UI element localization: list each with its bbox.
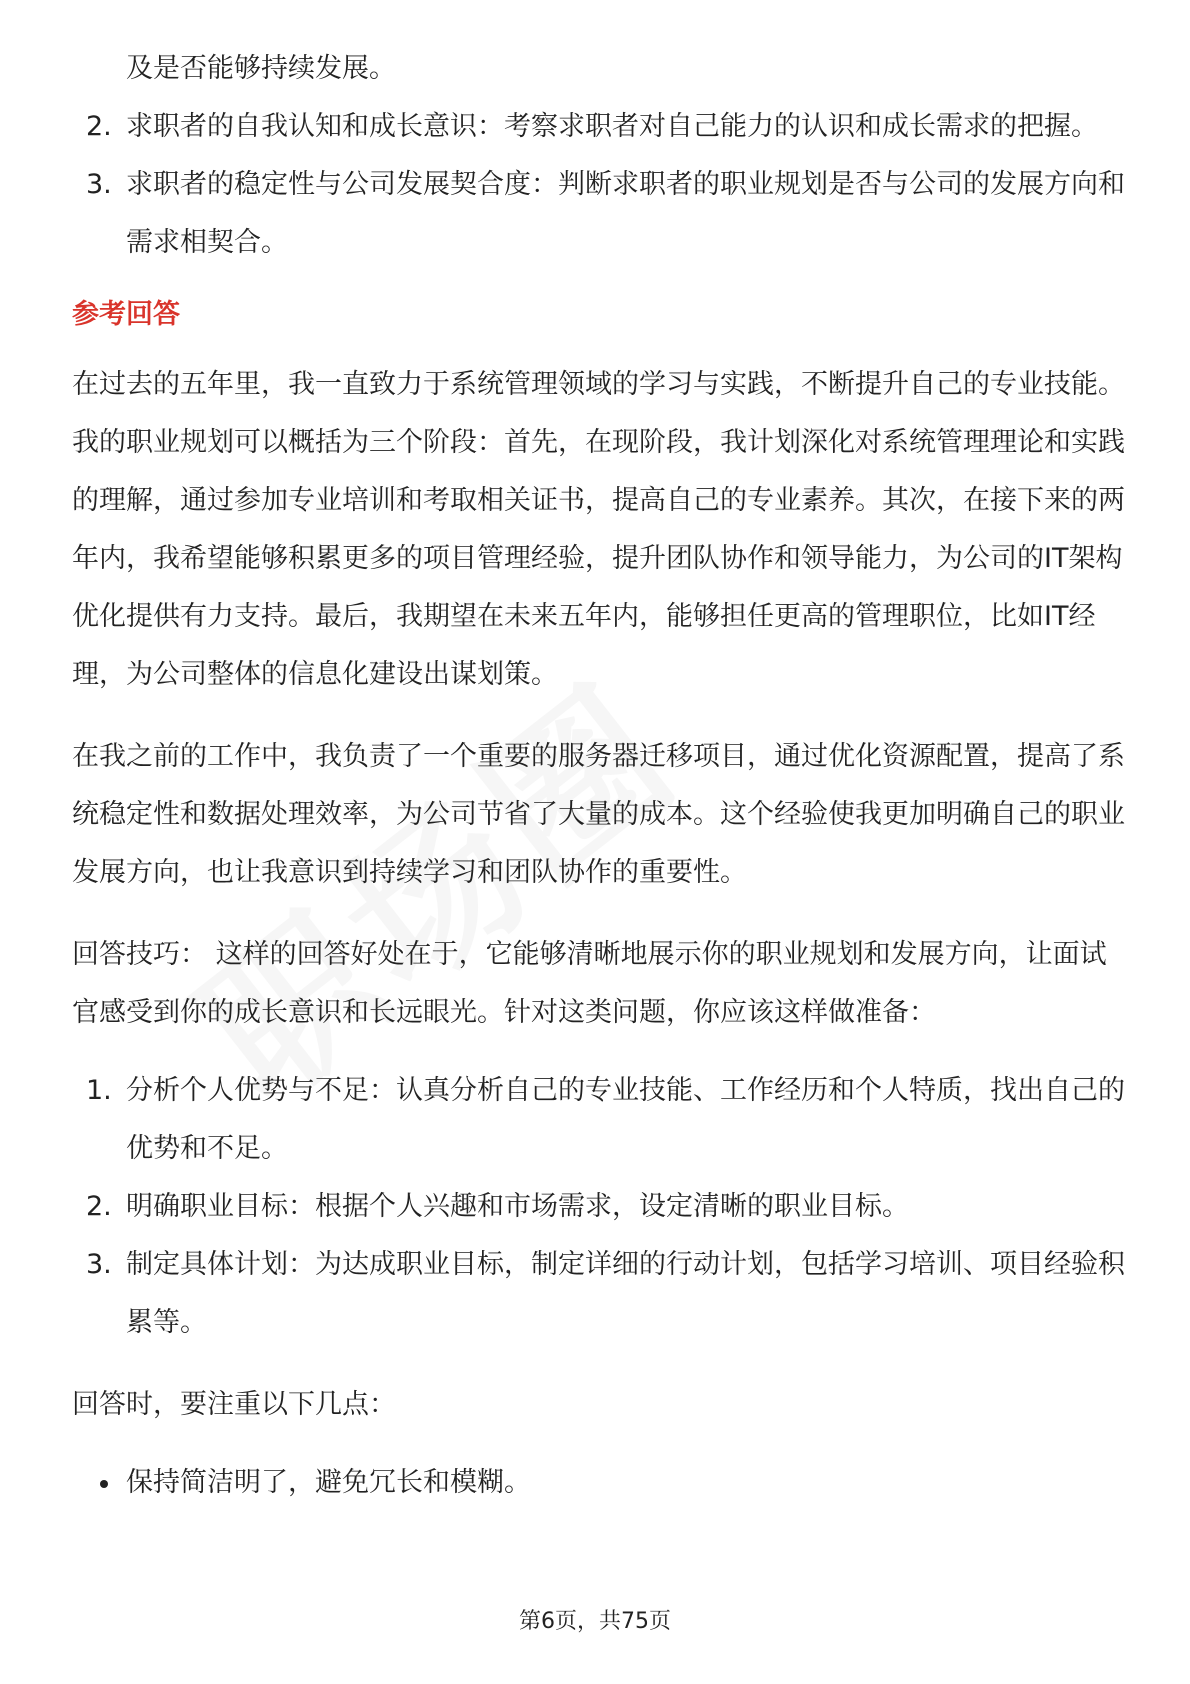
list-number: 1. (86, 1075, 112, 1106)
list-number: 2. (86, 111, 112, 142)
bullet-item-text: 保持简洁明了，避免冗长和模糊。 (126, 1467, 531, 1498)
list-number: 3. (86, 169, 112, 200)
list-item (72, 156, 1132, 272)
list-item-text: 求职者的稳定性与公司发展契合度：判断求职者的职业规划是否与公司的发展方向和需求相契合。 (126, 169, 1125, 258)
list-item-text: 制定具体计划：为达成职业目标，制定详细的行动计划，包括学习培训、项目经验积累等。 (126, 1249, 1125, 1338)
list-item (72, 1178, 1132, 1236)
list-number: 2. (86, 1191, 112, 1222)
list-item (72, 1062, 1132, 1178)
page-footer: 第6页，共75页 (519, 1609, 671, 1634)
bullet-item (72, 1454, 1132, 1512)
list-item-text: 求职者的自我认知和成长意识：考察求职者对自己能力的认识和成长需求的把握。 (126, 111, 1098, 142)
section-heading: 参考回答 (72, 299, 180, 330)
list-item (72, 1236, 1132, 1352)
paragraph: 在我之前的工作中，我负责了一个重要的服务器迁移项目，通过优化资源配置，提高了系统稳定性和数据处理效率，为公司节省了大量的成本。这个经验使我更加明确自己的职业发展方向，也让我意识到持续学习和团队协作的重要性。 (72, 741, 1125, 888)
bullet-icon (100, 1480, 108, 1488)
top-list (72, 98, 1132, 272)
list-number: 3. (86, 1249, 112, 1280)
paragraph: 回答时，要注重以下几点： (72, 1389, 396, 1420)
paragraph: 在过去的五年里，我一直致力于系统管理领域的学习与实践，不断提升自己的专业技能。我的职业规划可以概括为三个阶段：首先，在现阶段，我计划深化对系统管理理论和实践的理解，通过参加专业培训和考取相关证书，提高自己的专业素养。其次，在接下来的两年内，我希望能够积累更多的项目管理经验，提升团队协作和领导能力，为公司的IT架构优化提供有力支持。最后，我期望在未来五年内，能够担任更高的管理职位，比如IT经理，为公司整体的信息化建设出谋划策。 (72, 369, 1125, 690)
paragraph: 回答技巧： 这样的回答好处在于，它能够清晰地展示你的职业规划和发展方向，让面试官感受到你的成长意识和长远眼光。针对这类问题，你应该这样做准备： (72, 939, 1107, 1028)
tips-list (72, 1062, 1132, 1352)
bullet-list (72, 1454, 1132, 1512)
list-item (72, 98, 1132, 156)
list-item-continuation: 及是否能够持续发展。 (126, 53, 396, 84)
content (72, 40, 1132, 1512)
list-item-text: 分析个人优势与不足：认真分析自己的专业技能、工作经历和个人特质，找出自己的优势和不足。 (126, 1075, 1125, 1164)
list-item-text: 明确职业目标：根据个人兴趣和市场需求，设定清晰的职业目标。 (126, 1191, 909, 1222)
